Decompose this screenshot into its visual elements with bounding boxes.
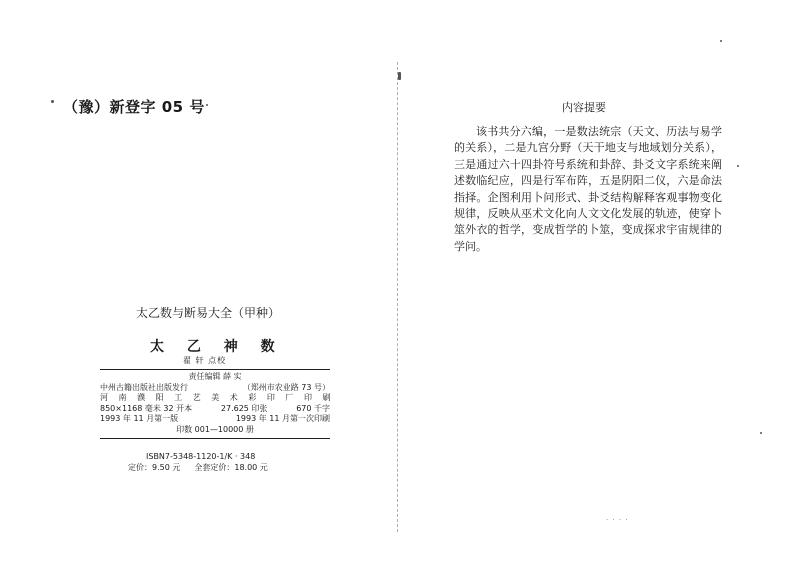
publisher: 中州古籍出版社出版发行	[100, 382, 188, 392]
printing-date: 1993 年 11 月第一次印刷	[235, 414, 330, 423]
isbn: ISBN7-5348-1120-1/K · 348	[146, 452, 256, 461]
scan-speck	[51, 100, 54, 103]
sheet-count: 27.625 印张	[220, 403, 268, 413]
imprint-row-format	[100, 404, 330, 415]
imprint-row-printer	[100, 393, 335, 404]
price-row	[128, 462, 328, 473]
scan-speck	[760, 432, 762, 434]
scan-speck	[737, 165, 739, 167]
summary-title: 内容提要	[562, 101, 606, 114]
scan-speck	[720, 40, 722, 42]
price: 定价：9.50 元	[128, 463, 181, 472]
colophon-page	[0, 0, 395, 562]
imprint-row-edition	[100, 414, 330, 425]
responsible-editor: 责任编辑 薛 实	[188, 372, 242, 381]
summary-body: 该书共分六编，一是数法统宗（天文、历法与易学的关系），二是九宫分野（天干地支与地域划分关系），三是通过六十四卦符号系统和卦辞、卦爻文字系统来阐述数临纪应，四是行军布阵，五是阴阳二仪，六是命法指择。企图利用卜问形式、卦爻结构解释客观事物变化规律，反映从巫术文化向人文文化发展的轨迹，使穿卜筮外衣的哲学，变成哲学的卜筮，变成探求宇宙规律的学问。	[454, 125, 722, 253]
scan-speck	[398, 72, 401, 80]
imprint-row-publisher	[100, 383, 330, 394]
printer: 河 南 濮 阳 工 艺 美 术 彩 印 厂 印 刷	[100, 393, 335, 402]
edition-date: 1993 年 11 月第一版	[100, 414, 179, 423]
print-run: 印数 001—10000 册	[176, 424, 254, 434]
publisher-address: （郑州市农业路 73 号）	[242, 382, 330, 392]
imprint-row-print-run	[100, 425, 330, 436]
imprint-row-editor	[100, 372, 330, 383]
word-count: 670 千字	[296, 403, 330, 413]
scan-artifact: · · · ·	[606, 516, 629, 524]
isbn-block	[128, 451, 328, 473]
set-price: 全套定价：18.00 元	[194, 463, 268, 472]
editor-credit: 翟 轩 点校	[183, 356, 227, 365]
summary-page	[395, 0, 793, 562]
book-title: 太 乙 神 数	[150, 339, 284, 355]
book-format: 850×1168 毫米 32 开本	[100, 403, 193, 413]
series-title: 太乙数与断易大全（甲种）	[136, 306, 281, 320]
scan-speck	[206, 104, 208, 106]
registration-number: （豫）新登字 05 号	[63, 98, 205, 116]
imprint-box	[100, 369, 335, 439]
isbn-row	[128, 451, 328, 462]
